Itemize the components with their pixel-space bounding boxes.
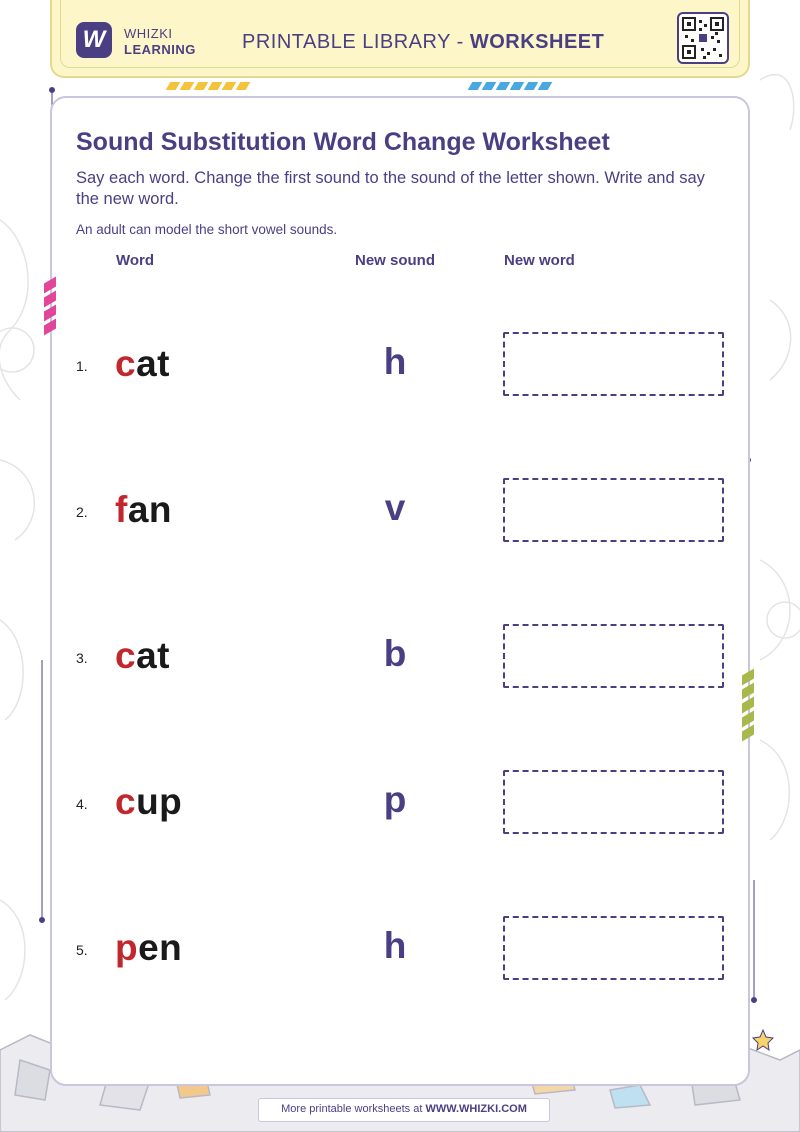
column-header-new-word: New word — [504, 252, 575, 269]
new-sound-letter: p — [383, 779, 407, 820]
word-rest: en — [138, 927, 183, 968]
new-word-answer-box[interactable] — [503, 478, 724, 542]
new-word-answer-box[interactable] — [503, 916, 724, 980]
header-title-bold: WORKSHEET — [469, 31, 605, 53]
row-number: 3. — [76, 650, 88, 666]
worksheet-instructions: Say each word. Change the first sound to the sound of the letter shown. Write and say the new word. — [76, 169, 705, 208]
original-word — [115, 489, 172, 531]
header-title — [242, 31, 604, 54]
green-stripe-decoration — [742, 672, 754, 752]
new-word-answer-box[interactable] — [503, 770, 724, 834]
pink-stripe-decoration — [44, 280, 56, 350]
qr-code-icon — [677, 12, 729, 64]
column-header-new-sound: New sound — [355, 252, 436, 269]
original-word — [115, 635, 170, 677]
yellow-stripe-decoration — [168, 82, 248, 90]
worksheet-title: Sound Substitution Word Change Worksheet — [76, 128, 610, 156]
first-letter: f — [115, 489, 128, 530]
whizki-logo — [76, 22, 112, 58]
new-sound-letter: b — [383, 633, 407, 674]
adult-note: An adult can model the short vowel sounds. — [76, 222, 338, 237]
word-rest: up — [136, 781, 183, 822]
first-letter: c — [115, 343, 137, 384]
original-word — [115, 927, 182, 969]
row-number: 4. — [76, 796, 88, 812]
footer-banner — [258, 1098, 550, 1122]
row-number: 1. — [76, 358, 88, 374]
original-word — [115, 343, 170, 385]
brand-name-line2: LEARNING — [124, 42, 196, 57]
word-rest: at — [136, 343, 170, 384]
new-sound-letter: v — [384, 487, 406, 528]
original-word — [115, 781, 182, 823]
footer-link[interactable]: WWW.WHIZKI.COM — [425, 1103, 527, 1115]
first-letter: p — [115, 927, 139, 968]
new-word-answer-box[interactable] — [503, 624, 724, 688]
word-rest: at — [136, 635, 170, 676]
blue-stripe-decoration — [470, 82, 550, 90]
header-title-prefix: PRINTABLE LIBRARY - — [242, 31, 470, 53]
footer-text: More printable worksheets at — [281, 1103, 426, 1115]
header-banner — [50, 0, 750, 78]
new-word-answer-box[interactable] — [503, 332, 724, 396]
logo-letter: W — [82, 26, 106, 53]
column-header-word: Word — [116, 252, 155, 269]
row-number: 5. — [76, 942, 88, 958]
first-letter: c — [115, 635, 137, 676]
row-number: 2. — [76, 504, 88, 520]
first-letter: c — [115, 781, 137, 822]
brand-name-line1: WHIZKI — [124, 26, 173, 41]
word-rest: an — [127, 489, 173, 530]
new-sound-letter: h — [383, 341, 407, 382]
new-sound-letter: h — [383, 925, 407, 966]
